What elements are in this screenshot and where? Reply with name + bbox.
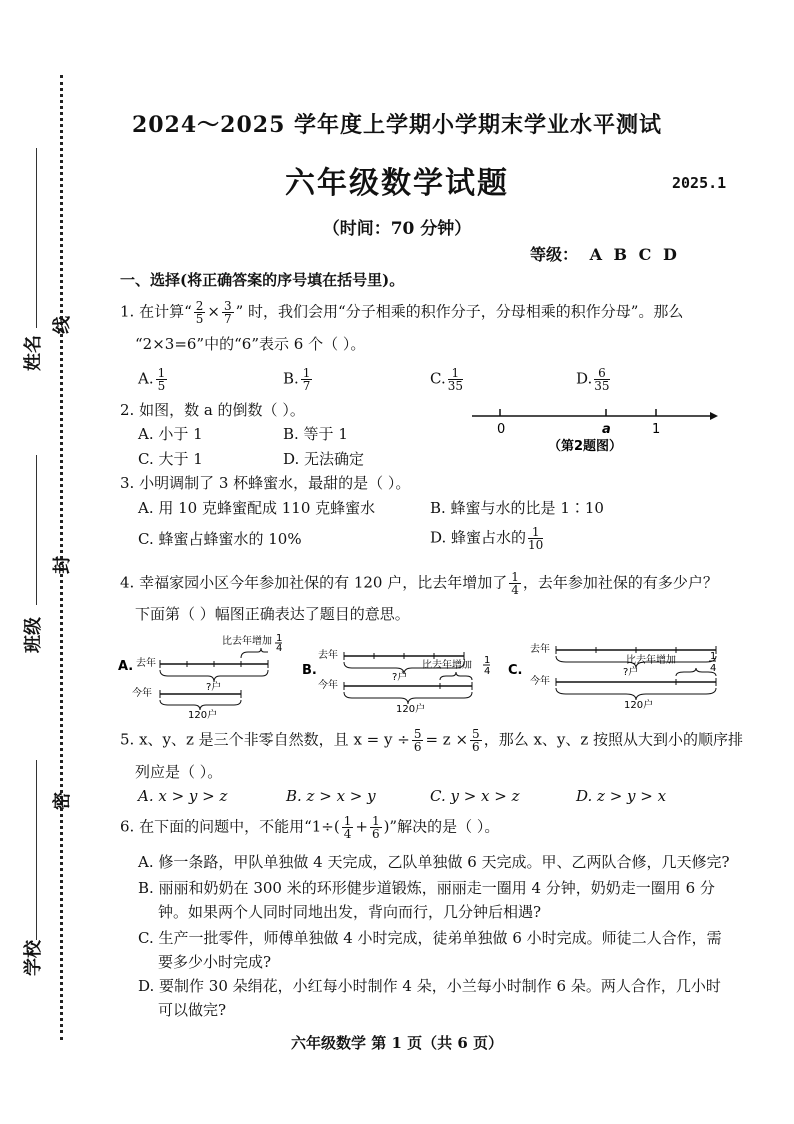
question-5-line2: 列应是（ ）。 [135,763,223,781]
question-6-stem: 6. 在下面的问题中，不能用“1÷( $\frac{1}{4}$ + $\frac{1}{6}$ )”解决的是（ ）。 [120,814,500,841]
arrow-icon [710,412,718,420]
tick-label-1: 1 [652,422,661,437]
q5-option-b[interactable]: B. z > x > y [286,787,376,805]
figure-caption: （第2题图） [548,439,623,454]
question-1-stem: 1. 在计算“ $\frac{2}{5}$ × $\frac{3}{7}$ ” 时，我们会用“分子相乘的积作分子，分母相乘的积作分母”。那么 [120,299,684,326]
total-label: 120户 [396,704,426,715]
this-year-label: 今年 [530,676,550,687]
exam-title: 2024～2025 学年度上学期小学期末学业水平测试 [131,112,663,138]
question-4-stem: 4. 幸福家园小区今年参加社保的有 120 户，比去年增加了 $\frac{1}{4}$ ，去年参加社保的有多少户？ [120,570,718,597]
q6-option-b-cont: 钟。如果两个人同时同地出发，背向而行，几分钟后相遇? [158,903,542,921]
question-5-stem: 5. x、y、z 是三个非零自然数，且 x = y ÷ $\frac{5}{6}$ = z × $\frac{5}{6}$ ，那么 x、y、z 按照从大到小的顺序排 [120,727,744,754]
exam-duration: （时间：70 分钟） [322,219,472,239]
q1-option-d[interactable]: D. $\frac{6}{35}$ [576,366,610,393]
this-year-label: 今年 [132,688,152,699]
q1-option-c[interactable]: C. $\frac{1}{35}$ [430,366,463,393]
q3-option-b[interactable]: B. 蜂蜜与水的比是 1∶10 [430,499,604,517]
section-title: 一、选择(将正确答案的序号填在括号里)。 [120,271,405,289]
q5-option-c[interactable]: C. y > x > z [430,787,520,805]
svg-text:1: 1 [276,633,283,644]
q2-option-a[interactable]: A. 小于 1 [138,425,203,443]
last-year-label: 去年 [136,658,156,669]
grade-selector[interactable]: 等级： A B C D [530,245,677,264]
q6-option-b[interactable]: B. 丽丽和奶奶在 300 米的环形健步道锻炼，丽丽走一圈用 4 分钟，奶奶走一圈用 6 分 [138,879,715,897]
last-year-label: 去年 [318,650,338,661]
unknown-label: ?户 [206,682,222,693]
q2-option-b[interactable]: B. 等于 1 [283,425,348,443]
binding-mark-seal: 封 [52,556,73,574]
q2-option-d[interactable]: D. 无法确定 [283,450,365,468]
this-year-label: 今年 [318,680,338,691]
q6-option-c-cont: 要多少小时完成? [158,953,272,971]
unknown-label: ?户 [623,667,639,678]
q4-diagram-a[interactable] [118,632,294,720]
q4-diagram-b[interactable] [300,632,500,720]
q6-option-d[interactable]: D. 要制作 30 朵绢花，小红每小时制作 4 朵，小兰每小时制作 6 朵。两人合作，几小时 [138,977,721,995]
tick-label-0: 0 [497,422,506,437]
diagram-label: B. [302,663,317,678]
svg-text:1: 1 [484,655,491,666]
q2-option-c[interactable]: C. 大于 1 [138,450,203,468]
question-1-line2: “2×3=6”中的“6”表示 6 个（ ）。 [135,335,366,353]
question-3-stem: 3. 小明调制了 3 杯蜂蜜水，最甜的是（ ）。 [120,474,411,492]
number-line-figure [466,404,726,460]
q1-option-b[interactable]: B. $\frac{1}{7}$ [283,366,311,393]
q5-option-d[interactable]: D. z > y > x [576,787,667,805]
question-2-stem: 2. 如图，数 a 的倒数（ ）。 [120,401,305,419]
total-label: 120户 [624,700,654,711]
svg-text:4: 4 [710,663,717,674]
unknown-label: ?户 [392,672,408,683]
question-4-line2: 下面第（ ）幅图正确表达了题目的意思。 [135,605,410,623]
page-footer: 六年级数学 第 1 页（共 6 页） [291,1034,503,1052]
fraction: $\frac{3}{7}$ [223,299,232,326]
name-label: 姓名 [23,335,44,371]
svg-text:1: 1 [710,651,717,662]
school-write-line[interactable] [36,760,37,940]
q4-diagram-c[interactable] [506,632,720,720]
increase-brace [241,648,268,658]
exam-date: 2025.1 [672,174,727,192]
q6-option-a[interactable]: A. 修一条路，甲队单独做 4 天完成，乙队单独做 6 天完成。甲、乙两队合修，几天修完? [138,853,730,871]
diagram-label: A. [118,659,134,674]
subject-title: 六年级数学试题 [285,166,509,201]
school-label: 学校 [23,940,44,976]
q6-option-d-cont: 可以做完? [158,1001,227,1019]
fraction: $\frac{2}{5}$ [195,299,204,326]
increase-label: 比去年增加 [626,655,676,666]
total-label: 120户 [188,710,218,720]
tick-label-a: a [602,422,611,437]
increase-label: 比去年增加 [422,660,472,671]
increase-label: 比去年增加 [222,636,272,647]
q5-option-a[interactable]: A. x > y > z [138,787,228,805]
last-year-label: 去年 [530,644,550,655]
diagram-label: C. [508,663,523,678]
q6-option-c[interactable]: C. 生产一批零件，师傅单独做 4 小时完成，徒弟单独做 6 小时完成。师徒二人合作，需 [138,929,722,947]
binding-mark-line: 线 [52,316,73,334]
q1-option-a[interactable]: A. $\frac{1}{5}$ [138,366,166,393]
class-label: 班级 [23,617,44,653]
unknown-brace [160,670,268,682]
svg-text:4: 4 [276,643,283,654]
q3-option-c[interactable]: C. 蜂蜜占蜂蜜水的 10% [138,530,302,548]
binding-mark-secret: 密 [52,792,73,810]
q3-option-d[interactable]: D. 蜂蜜占水的 $\frac{1}{10}$ [430,525,544,552]
q3-option-a[interactable]: A. 用 10 克蜂蜜配成 110 克蜂蜜水 [138,499,376,517]
class-write-line[interactable] [36,455,37,605]
svg-text:4: 4 [484,666,491,677]
